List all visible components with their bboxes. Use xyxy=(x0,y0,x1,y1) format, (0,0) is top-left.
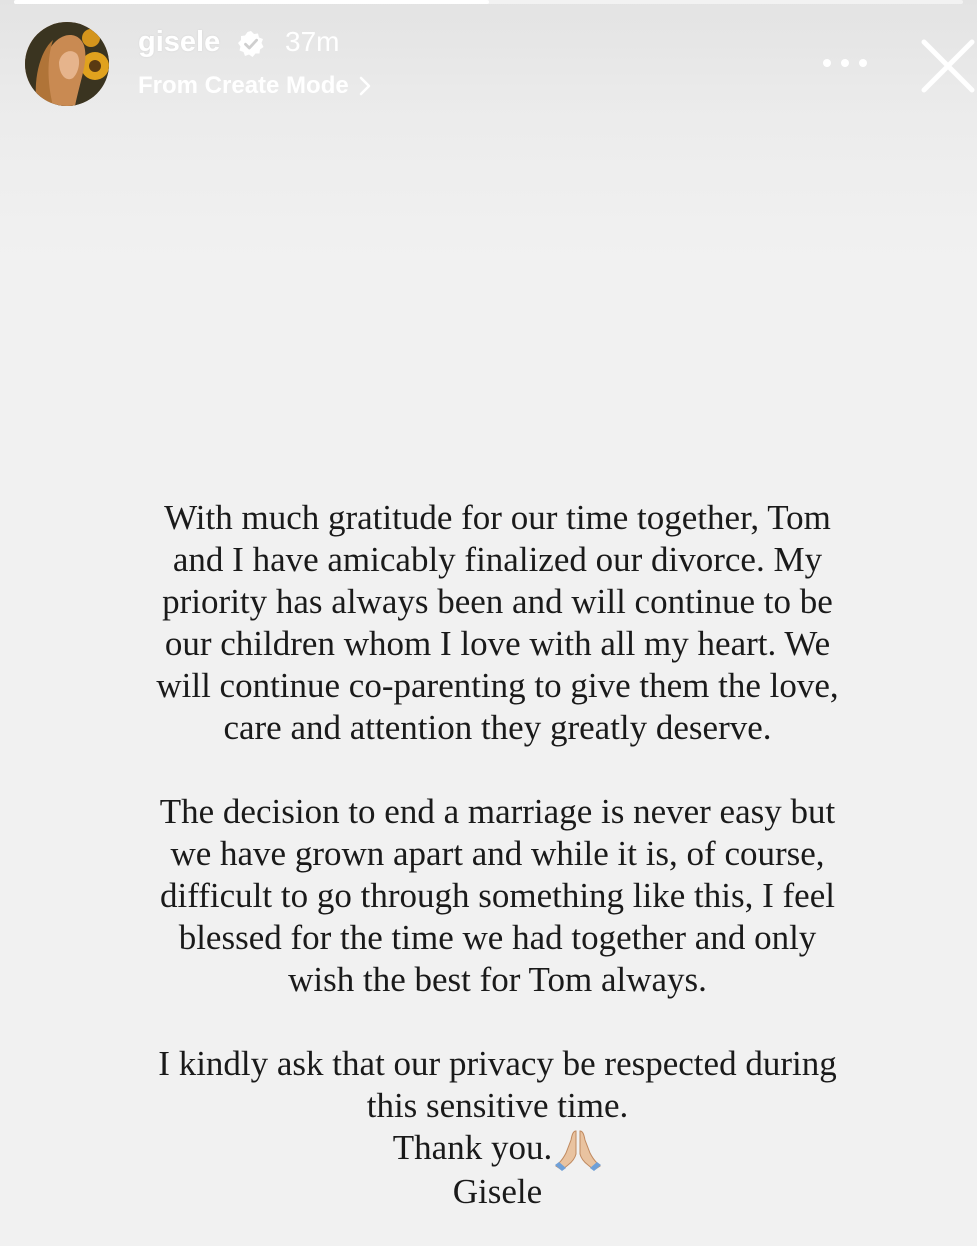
text-line: I kindly ask that our privacy be respected during xyxy=(158,1044,837,1083)
more-dot xyxy=(859,59,867,67)
text-line: difficult to go through something like this, I feel xyxy=(160,876,835,915)
story-progress-bar xyxy=(14,0,963,4)
text-line: wish the best for Tom always. xyxy=(288,960,707,999)
text-line: With much gratitude for our time together, Tom xyxy=(164,498,831,537)
close-icon[interactable] xyxy=(920,38,976,94)
avatar[interactable] xyxy=(25,22,109,106)
text-line: care and attention they greatly deserve. xyxy=(223,708,772,747)
folded-hands-icon xyxy=(554,1127,602,1171)
chevron-right-icon xyxy=(359,76,371,96)
username[interactable]: gisele xyxy=(138,26,221,58)
text-line: The decision to end a marriage is never easy but xyxy=(159,792,836,831)
more-options-button[interactable] xyxy=(823,50,867,76)
create-mode-link[interactable] xyxy=(138,72,371,100)
story-message xyxy=(60,497,935,1213)
text-line: priority has always been and will continue to be xyxy=(162,582,833,621)
message-paragraph-2 xyxy=(60,791,935,1001)
story-timestamp: 37m xyxy=(285,26,340,57)
story-header xyxy=(25,22,977,108)
progress-fill xyxy=(14,0,489,4)
more-dot xyxy=(841,59,849,67)
avatar-portrait-icon xyxy=(25,22,109,106)
text-line: we have grown apart and while it is, of course, xyxy=(170,834,825,873)
message-paragraph-3 xyxy=(60,1043,935,1213)
more-horizontal-icon xyxy=(823,59,831,67)
text-line: blessed for the time we had together and only xyxy=(178,918,817,957)
thanks-text: Thank you. xyxy=(392,1128,553,1167)
text-line: will continue co-parenting to give them the love, xyxy=(156,666,839,705)
verified-badge-icon xyxy=(237,30,265,58)
text-line: and I have amicably finalized our divorce. My xyxy=(172,540,823,579)
signature: Gisele xyxy=(452,1172,543,1211)
text-line: this sensitive time. xyxy=(366,1086,629,1125)
create-mode-label: From Create Mode xyxy=(138,72,349,99)
text-line: our children whom I love with all my heart. We xyxy=(164,624,831,663)
thanks-line xyxy=(60,1127,935,1171)
message-paragraph-1 xyxy=(60,497,935,749)
